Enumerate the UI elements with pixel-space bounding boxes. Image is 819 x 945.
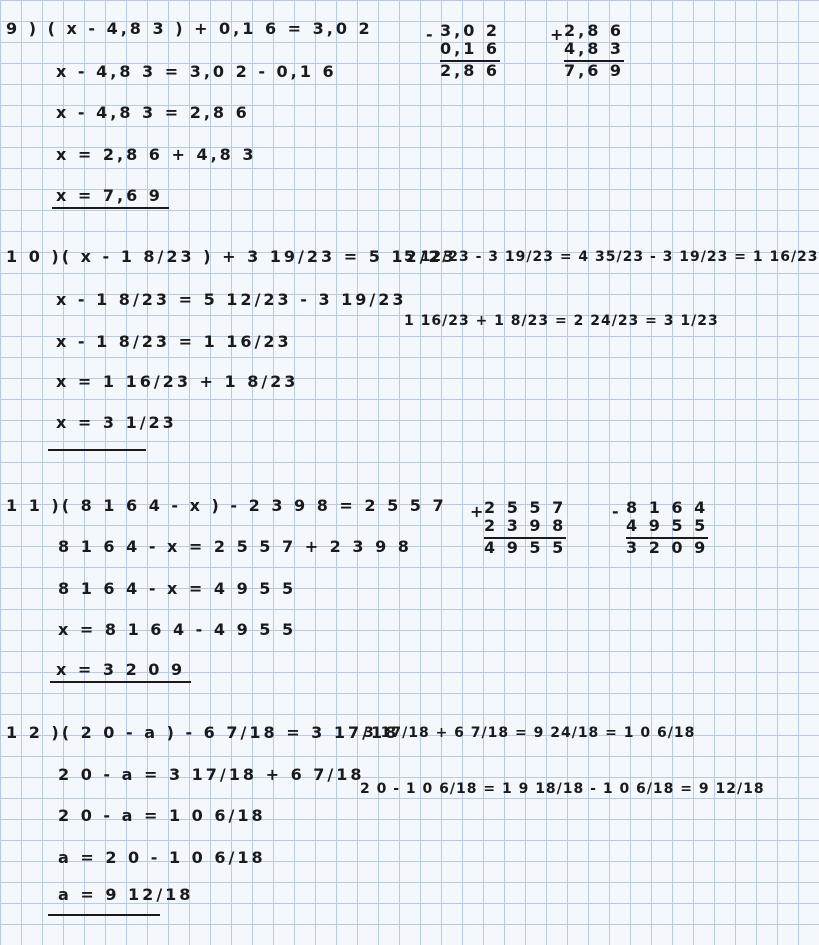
p10-line-1: 1 0 )( x - 1 8/23 ) + 3 19/23 = 5 12/23 [6,247,457,266]
p10-line-4: x = 1 16/23 + 1 8/23 [56,372,299,391]
subtrahend: 0,1 6 [440,40,500,62]
p9-column-subtraction [426,21,501,80]
p12-line-1: 1 2 )( 2 0 - a ) - 6 7/18 = 3 17/18 [6,723,400,742]
p12-answer-underline [48,914,160,916]
p11-column-subtraction [612,498,709,557]
addend-2: 2 3 9 8 [484,517,566,539]
p10-answer: x = 3 1/23 [56,413,177,432]
plus-sign: + [470,502,487,521]
sum: 4 9 5 5 [484,538,567,557]
p11-line-2: 8 1 6 4 - x = 2 5 5 7 + 2 3 9 8 [58,537,412,556]
addend-1: 2 5 5 7 [484,498,567,517]
p12-line-2: 2 0 - a = 3 17/18 + 6 7/18 [58,765,365,784]
p9-line-2: x - 4,8 3 = 3,0 2 - 0,1 6 [56,62,337,81]
sum: 7,6 9 [564,61,625,80]
p9-line-3: x - 4,8 3 = 2,8 6 [56,103,250,122]
addend-2: 4,8 3 [564,40,624,62]
p11-line-3: 8 1 6 4 - x = 4 9 5 5 [58,579,297,598]
minus-sign: - [612,502,622,521]
difference: 2,8 6 [440,61,501,80]
p12-side-calc-2: 2 0 - 1 0 6/18 = 1 9 18/18 - 1 0 6/18 = 9 12/18 [360,781,765,797]
p10-side-calc-1: 5 12/23 - 3 19/23 = 4 35/23 - 3 19/23 = 1 16/23 [404,249,819,265]
p9-column-addition [550,21,625,80]
p11-column-addition [470,498,567,557]
p9-line-4: x = 2,8 6 + 4,8 3 [56,145,257,164]
p11-line-1: 1 1 )( 8 1 6 4 - x ) - 2 3 9 8 = 2 5 5 7 [6,496,447,515]
p12-side-calc-1: 3 17/18 + 6 7/18 = 9 24/18 = 1 0 6/18 [364,725,696,741]
p10-answer-underline [48,449,146,451]
minuend: 3,0 2 [440,21,501,40]
p10-line-2: x - 1 8/23 = 5 12/23 - 3 19/23 [56,290,407,309]
minus-sign: - [426,25,436,44]
p12-line-3: 2 0 - a = 1 0 6/18 [58,806,266,825]
plus-sign: + [550,25,567,44]
subtrahend: 4 9 5 5 [626,517,708,539]
p9-answer: x = 7,6 9 [52,187,169,209]
p9-line-1: 9 ) ( x - 4,8 3 ) + 0,1 6 = 3,0 2 [6,19,373,38]
minuend: 8 1 6 4 [626,498,709,517]
p12-line-4: a = 2 0 - 1 0 6/18 [58,848,266,867]
difference: 3 2 0 9 [626,538,709,557]
p10-side-calc-2: 1 16/23 + 1 8/23 = 2 24/23 = 3 1/23 [404,313,719,329]
p10-line-3: x - 1 8/23 = 1 16/23 [56,332,292,351]
p11-answer: x = 3 2 0 9 [50,661,191,683]
addend-1: 2,8 6 [564,21,625,40]
p11-line-4: x = 8 1 6 4 - 4 9 5 5 [58,620,297,639]
p12-answer: a = 9 12/18 [58,885,194,904]
